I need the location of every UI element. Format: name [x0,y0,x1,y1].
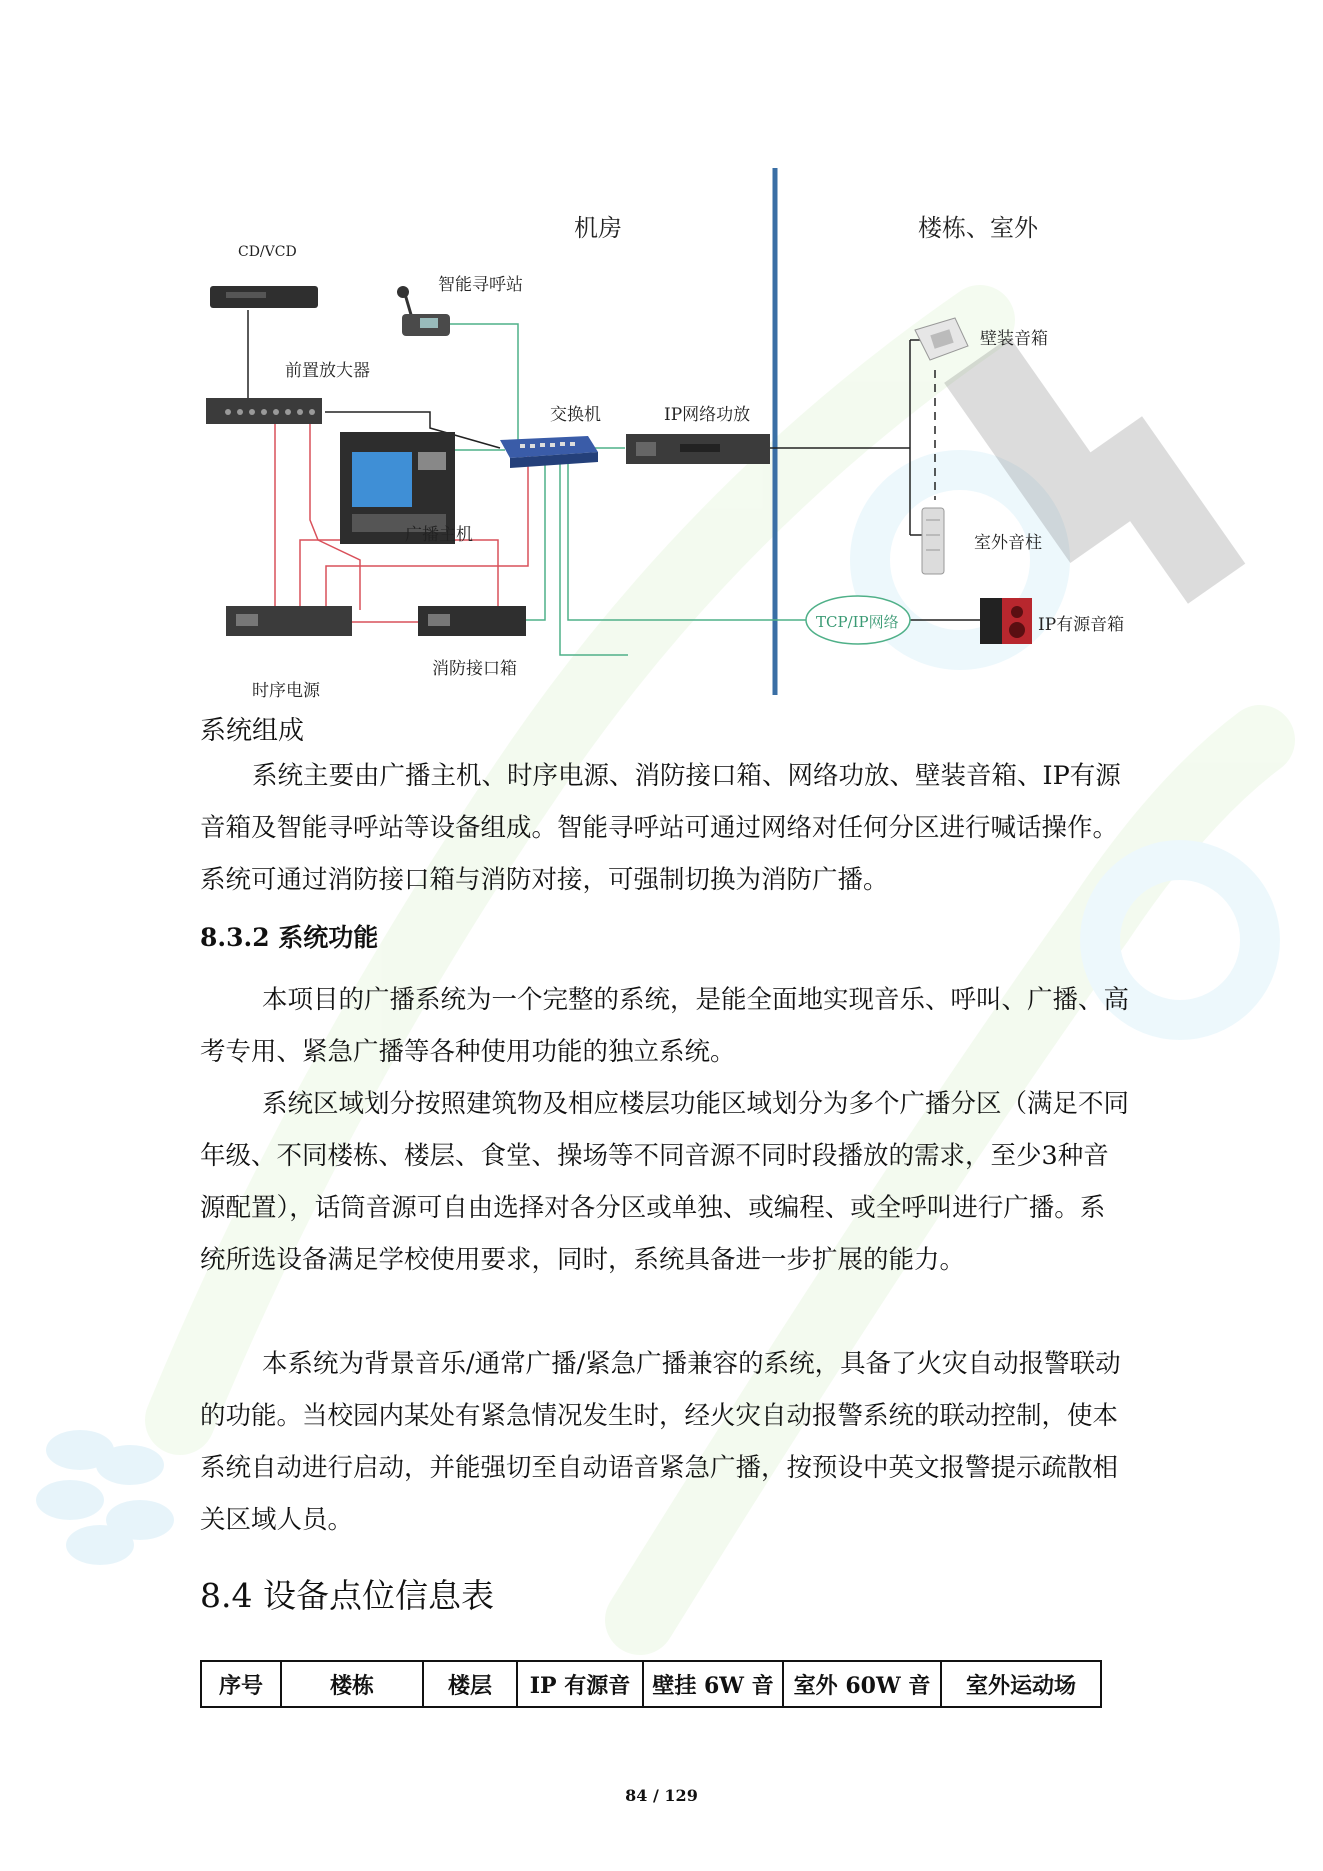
green-wiring [450,324,810,655]
table-header-cell: 序号 [201,1661,281,1707]
table-header-row [201,1661,1101,1707]
paragraph-function-2: 系统区域划分按照建筑物及相应楼层功能区域划分为多个广播分区（满足不同年级、不同楼栋、楼层、食堂、操场等不同音源不同时段播放的需求，至少3种音源配置），话筒音源可自由选择对各分区或单独、或编程、或全呼叫进行广播。系统所选设备满足学校使用要求，同时，系统具备进一步扩展的能力。 [200,1089,1130,1275]
preamplifier-icon [206,398,322,424]
figure-caption: 系统组成 [200,716,305,746]
paragraph-function-3: 本系统为背景音乐/通常广播/紧急广播兼容的系统，具备了火灾自动报警联动的功能。当校园内某处有紧急情况发生时，经火灾自动报警系统的联动控制，使本系统自动进行启动，并能强切至自动语音紧急广播，按预设中英文报警提示疏散相关区域人员。 [200,1349,1121,1535]
zone-label-machine-room: 机房 [574,214,622,242]
page-number: 84 / 129 [625,1786,698,1805]
paragraph-composition: 系统主要由广播主机、时序电源、消防接口箱、网络功放、壁装音箱、IP有源音箱及智能寻呼站等设备组成。智能寻呼站可通过网络对任何分区进行喊话操作。系统可通过消防接口箱与消防对接，可强制切换为消防广播。 [200,761,1121,895]
paragraph-function-1: 本项目的广播系统为一个完整的系统，是能全面地实现音乐、呼叫、广播、高考专用、紧急广播等各种使用功能的独立系统。 [200,985,1130,1067]
ip-amplifier-icon [626,434,770,464]
label-tcp-ip-network: TCP/IP网络 [816,613,899,631]
sequencer-power-icon [226,606,352,636]
label-broadcast-host: 广播主机 [405,525,473,545]
label-cd-vcd: CD/VCD [238,244,297,260]
label-switch: 交换机 [550,405,601,425]
system-diagram [0,0,1323,720]
network-switch-icon [500,436,598,468]
table-header-cell: 楼层 [423,1661,517,1707]
outdoor-column-speaker-icon [922,508,944,574]
label-paging-station: 智能寻呼站 [438,275,523,295]
wall-speaker-icon [915,318,968,360]
label-sequencer-power: 时序电源 [252,681,320,701]
label-ip-active-speaker: IP有源音箱 [1038,615,1125,635]
table-header-cell: 室外运动场 [941,1661,1101,1707]
table-header-cell: IP 有源音 [517,1661,643,1707]
equipment-point-table [200,1660,1102,1708]
label-fire-interface-box: 消防接口箱 [432,659,517,679]
label-outdoor-column: 室外音柱 [974,533,1042,553]
table-header-cell: 壁挂 6W 音 [643,1661,783,1707]
section-heading-8-4: 8.4 设备点位信息表 [200,1576,494,1615]
label-ip-amplifier: IP网络功放 [664,405,751,425]
table-header-cell: 楼栋 [281,1661,423,1707]
label-preamplifier: 前置放大器 [285,361,370,381]
zone-label-buildings-outdoor: 楼栋、室外 [918,214,1038,242]
fire-interface-box-icon [418,606,526,636]
table-header-cell: 室外 60W 音 [783,1661,941,1707]
ip-active-speaker-icon [980,598,1032,644]
section-heading-8-3-2: 8.3.2 系统功能 [200,923,379,952]
cd-player-icon [210,286,318,308]
label-wall-speaker: 壁装音箱 [980,329,1048,349]
